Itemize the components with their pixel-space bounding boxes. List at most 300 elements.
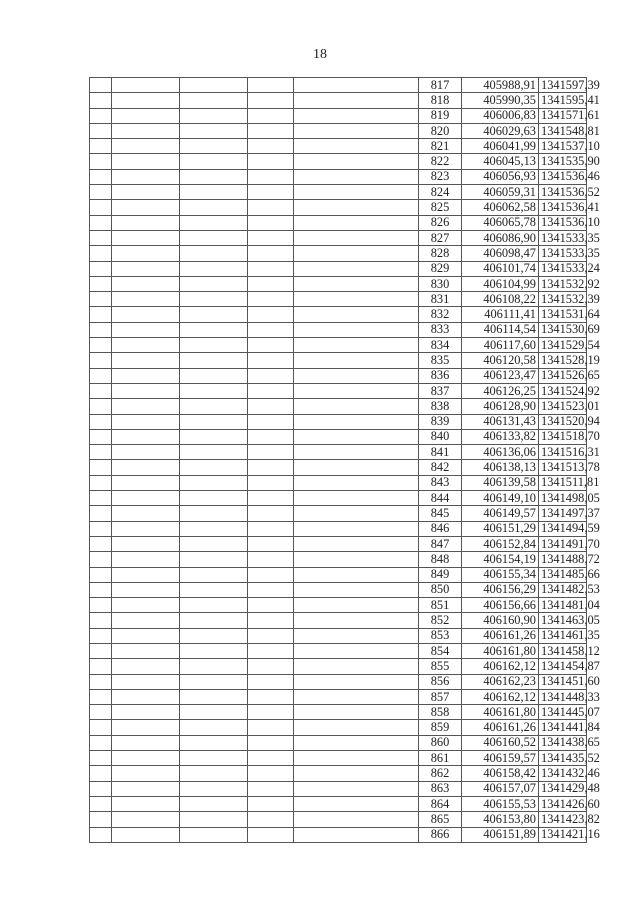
empty-cell [90, 705, 112, 720]
y-coordinate-cell: 1341532,92 [539, 276, 587, 291]
empty-cell [112, 445, 180, 460]
empty-cell [112, 735, 180, 750]
x-coordinate-cell: 406151,89 [462, 827, 539, 842]
empty-cell [248, 643, 294, 658]
empty-cell [112, 215, 180, 230]
table-row [90, 735, 587, 750]
point-number-cell: 864 [419, 796, 462, 811]
empty-cell [112, 383, 180, 398]
table-row [90, 108, 587, 123]
empty-cell [112, 460, 180, 475]
empty-cell [112, 613, 180, 628]
empty-cell [294, 582, 419, 597]
y-coordinate-cell: 1341426,60 [539, 796, 587, 811]
x-coordinate-cell: 406139,58 [462, 475, 539, 490]
empty-cell [112, 322, 180, 337]
empty-cell [248, 368, 294, 383]
x-coordinate-cell: 406159,57 [462, 751, 539, 766]
point-number-cell: 825 [419, 200, 462, 215]
y-coordinate-cell: 1341536,10 [539, 215, 587, 230]
x-coordinate-cell: 406156,66 [462, 598, 539, 613]
point-number-cell: 846 [419, 521, 462, 536]
x-coordinate-cell: 406123,47 [462, 368, 539, 383]
empty-cell [248, 215, 294, 230]
x-coordinate-cell: 406155,53 [462, 796, 539, 811]
x-coordinate-cell: 406128,90 [462, 399, 539, 414]
point-number-cell: 843 [419, 475, 462, 490]
empty-cell [180, 261, 248, 276]
empty-cell [248, 674, 294, 689]
empty-cell [90, 582, 112, 597]
empty-cell [112, 230, 180, 245]
empty-cell [180, 154, 248, 169]
table-row [90, 261, 587, 276]
table-row [90, 674, 587, 689]
empty-cell [294, 598, 419, 613]
empty-cell [90, 169, 112, 184]
empty-cell [112, 246, 180, 261]
empty-cell [180, 751, 248, 766]
empty-cell [180, 230, 248, 245]
point-number-cell: 821 [419, 139, 462, 154]
table-row [90, 460, 587, 475]
point-number-cell: 857 [419, 689, 462, 704]
empty-cell [294, 368, 419, 383]
empty-cell [112, 139, 180, 154]
empty-cell [294, 108, 419, 123]
empty-cell [180, 353, 248, 368]
empty-cell [294, 674, 419, 689]
empty-cell [248, 689, 294, 704]
x-coordinate-cell: 406149,57 [462, 506, 539, 521]
table-row [90, 705, 587, 720]
x-coordinate-cell: 406126,25 [462, 383, 539, 398]
empty-cell [248, 827, 294, 842]
empty-cell [90, 766, 112, 781]
empty-cell [112, 552, 180, 567]
x-coordinate-cell: 406041,99 [462, 139, 539, 154]
y-coordinate-cell: 1341535,90 [539, 154, 587, 169]
empty-cell [248, 139, 294, 154]
empty-cell [248, 353, 294, 368]
y-coordinate-cell: 1341463,05 [539, 613, 587, 628]
point-number-cell: 849 [419, 567, 462, 582]
table-row [90, 720, 587, 735]
point-number-cell: 827 [419, 230, 462, 245]
point-number-cell: 851 [419, 598, 462, 613]
empty-cell [90, 292, 112, 307]
empty-cell [90, 93, 112, 108]
empty-cell [294, 735, 419, 750]
table-row [90, 185, 587, 200]
empty-cell [248, 445, 294, 460]
x-coordinate-cell: 406158,42 [462, 766, 539, 781]
y-coordinate-cell: 1341423,82 [539, 812, 587, 827]
empty-cell [180, 307, 248, 322]
table-row [90, 399, 587, 414]
empty-cell [180, 169, 248, 184]
y-coordinate-cell: 1341481,04 [539, 598, 587, 613]
y-coordinate-cell: 1341494,59 [539, 521, 587, 536]
table-row [90, 139, 587, 154]
empty-cell [248, 93, 294, 108]
empty-cell [90, 399, 112, 414]
empty-cell [248, 399, 294, 414]
empty-cell [248, 613, 294, 628]
y-coordinate-cell: 1341421,16 [539, 827, 587, 842]
table-row [90, 643, 587, 658]
x-coordinate-cell: 406056,93 [462, 169, 539, 184]
x-coordinate-cell: 406160,90 [462, 613, 539, 628]
empty-cell [294, 567, 419, 582]
empty-cell [90, 261, 112, 276]
empty-cell [180, 78, 248, 93]
empty-cell [112, 751, 180, 766]
empty-cell [90, 567, 112, 582]
x-coordinate-cell: 406156,29 [462, 582, 539, 597]
point-number-cell: 847 [419, 536, 462, 551]
table-row [90, 292, 587, 307]
point-number-cell: 860 [419, 735, 462, 750]
empty-cell [248, 582, 294, 597]
empty-cell [180, 491, 248, 506]
y-coordinate-cell: 1341536,41 [539, 200, 587, 215]
empty-cell [248, 460, 294, 475]
table-row [90, 200, 587, 215]
empty-cell [294, 536, 419, 551]
x-coordinate-cell: 406162,12 [462, 659, 539, 674]
empty-cell [112, 536, 180, 551]
table-row [90, 613, 587, 628]
empty-cell [90, 414, 112, 429]
empty-cell [180, 414, 248, 429]
empty-cell [294, 261, 419, 276]
y-coordinate-cell: 1341511,81 [539, 475, 587, 490]
empty-cell [248, 475, 294, 490]
empty-cell [90, 643, 112, 658]
table-row [90, 322, 587, 337]
empty-cell [248, 552, 294, 567]
point-number-cell: 839 [419, 414, 462, 429]
empty-cell [180, 215, 248, 230]
empty-cell [90, 674, 112, 689]
empty-cell [90, 368, 112, 383]
empty-cell [294, 552, 419, 567]
point-number-cell: 855 [419, 659, 462, 674]
y-coordinate-cell: 1341524,92 [539, 383, 587, 398]
empty-cell [180, 552, 248, 567]
point-number-cell: 838 [419, 399, 462, 414]
table-row [90, 827, 587, 842]
empty-cell [294, 521, 419, 536]
empty-cell [294, 445, 419, 460]
empty-cell [248, 521, 294, 536]
point-number-cell: 826 [419, 215, 462, 230]
empty-cell [294, 169, 419, 184]
empty-cell [294, 720, 419, 735]
x-coordinate-cell: 406136,06 [462, 445, 539, 460]
x-coordinate-cell: 406152,84 [462, 536, 539, 551]
y-coordinate-cell: 1341458,12 [539, 643, 587, 658]
empty-cell [180, 567, 248, 582]
empty-cell [180, 123, 248, 138]
table-row [90, 414, 587, 429]
empty-cell [90, 827, 112, 842]
y-coordinate-cell: 1341448,33 [539, 689, 587, 704]
table-row [90, 689, 587, 704]
empty-cell [180, 643, 248, 658]
empty-cell [112, 506, 180, 521]
table-row [90, 751, 587, 766]
empty-cell [180, 322, 248, 337]
empty-cell [294, 751, 419, 766]
empty-cell [112, 123, 180, 138]
empty-cell [90, 200, 112, 215]
y-coordinate-cell: 1341518,70 [539, 429, 587, 444]
y-coordinate-cell: 1341454,87 [539, 659, 587, 674]
y-coordinate-cell: 1341531,64 [539, 307, 587, 322]
empty-cell [248, 659, 294, 674]
empty-cell [112, 643, 180, 658]
empty-cell [180, 536, 248, 551]
empty-cell [112, 628, 180, 643]
empty-cell [180, 521, 248, 536]
y-coordinate-cell: 1341523,01 [539, 399, 587, 414]
x-coordinate-cell: 406133,82 [462, 429, 539, 444]
table-row [90, 445, 587, 460]
empty-cell [294, 414, 419, 429]
empty-cell [248, 307, 294, 322]
empty-cell [180, 368, 248, 383]
x-coordinate-cell: 406162,23 [462, 674, 539, 689]
empty-cell [112, 567, 180, 582]
empty-cell [248, 200, 294, 215]
empty-cell [112, 338, 180, 353]
empty-cell [294, 429, 419, 444]
point-number-cell: 861 [419, 751, 462, 766]
point-number-cell: 844 [419, 491, 462, 506]
empty-cell [294, 307, 419, 322]
empty-cell [294, 689, 419, 704]
y-coordinate-cell: 1341597,39 [539, 78, 587, 93]
x-coordinate-cell: 406006,83 [462, 108, 539, 123]
x-coordinate-cell: 406114,54 [462, 322, 539, 337]
y-coordinate-cell: 1341533,35 [539, 230, 587, 245]
x-coordinate-cell: 406062,58 [462, 200, 539, 215]
empty-cell [90, 735, 112, 750]
y-coordinate-cell: 1341536,46 [539, 169, 587, 184]
empty-cell [90, 796, 112, 811]
empty-cell [248, 491, 294, 506]
empty-cell [90, 246, 112, 261]
table-row [90, 781, 587, 796]
empty-cell [90, 812, 112, 827]
empty-cell [112, 78, 180, 93]
point-number-cell: 852 [419, 613, 462, 628]
empty-cell [90, 628, 112, 643]
empty-cell [248, 338, 294, 353]
point-number-cell: 848 [419, 552, 462, 567]
table-row [90, 215, 587, 230]
table-row [90, 796, 587, 811]
x-coordinate-cell: 406117,60 [462, 338, 539, 353]
empty-cell [90, 154, 112, 169]
empty-cell [112, 582, 180, 597]
table-row [90, 429, 587, 444]
empty-cell [294, 628, 419, 643]
table-row [90, 552, 587, 567]
empty-cell [112, 475, 180, 490]
x-coordinate-cell: 406131,43 [462, 414, 539, 429]
empty-cell [112, 521, 180, 536]
empty-cell [180, 200, 248, 215]
y-coordinate-cell: 1341488,72 [539, 552, 587, 567]
empty-cell [180, 827, 248, 842]
point-number-cell: 866 [419, 827, 462, 842]
point-number-cell: 830 [419, 276, 462, 291]
x-coordinate-cell: 406149,10 [462, 491, 539, 506]
table-row [90, 628, 587, 643]
empty-cell [112, 689, 180, 704]
empty-cell [248, 628, 294, 643]
empty-cell [112, 261, 180, 276]
y-coordinate-cell: 1341513,78 [539, 460, 587, 475]
point-number-cell: 837 [419, 383, 462, 398]
y-coordinate-cell: 1341537,10 [539, 139, 587, 154]
x-coordinate-cell: 406154,19 [462, 552, 539, 567]
empty-cell [112, 429, 180, 444]
x-coordinate-cell: 406045,13 [462, 154, 539, 169]
empty-cell [90, 506, 112, 521]
empty-cell [294, 123, 419, 138]
y-coordinate-cell: 1341595,41 [539, 93, 587, 108]
empty-cell [180, 613, 248, 628]
point-number-cell: 842 [419, 460, 462, 475]
x-coordinate-cell: 406162,12 [462, 689, 539, 704]
y-coordinate-cell: 1341445,07 [539, 705, 587, 720]
point-number-cell: 817 [419, 78, 462, 93]
y-coordinate-cell: 1341441,84 [539, 720, 587, 735]
empty-cell [248, 812, 294, 827]
empty-cell [294, 399, 419, 414]
empty-cell [112, 353, 180, 368]
y-coordinate-cell: 1341520,94 [539, 414, 587, 429]
x-coordinate-cell: 406153,80 [462, 812, 539, 827]
x-coordinate-cell: 406161,26 [462, 720, 539, 735]
table-row [90, 78, 587, 93]
point-number-cell: 834 [419, 338, 462, 353]
empty-cell [112, 491, 180, 506]
x-coordinate-cell: 406086,90 [462, 230, 539, 245]
empty-cell [180, 460, 248, 475]
empty-cell [294, 506, 419, 521]
empty-cell [294, 200, 419, 215]
x-coordinate-cell: 406161,26 [462, 628, 539, 643]
empty-cell [294, 475, 419, 490]
empty-cell [90, 185, 112, 200]
table-row [90, 230, 587, 245]
empty-cell [248, 246, 294, 261]
empty-cell [90, 491, 112, 506]
empty-cell [294, 796, 419, 811]
empty-cell [248, 322, 294, 337]
x-coordinate-cell: 406104,99 [462, 276, 539, 291]
x-coordinate-cell: 406157,07 [462, 781, 539, 796]
y-coordinate-cell: 1341438,65 [539, 735, 587, 750]
table-row [90, 307, 587, 322]
empty-cell [112, 796, 180, 811]
point-number-cell: 835 [419, 353, 462, 368]
empty-cell [112, 659, 180, 674]
empty-cell [248, 781, 294, 796]
empty-cell [112, 368, 180, 383]
empty-cell [180, 445, 248, 460]
empty-cell [294, 292, 419, 307]
empty-cell [90, 521, 112, 536]
x-coordinate-cell: 405990,35 [462, 93, 539, 108]
point-number-cell: 850 [419, 582, 462, 597]
empty-cell [294, 139, 419, 154]
table-row [90, 368, 587, 383]
empty-cell [180, 628, 248, 643]
empty-cell [180, 383, 248, 398]
table-row [90, 766, 587, 781]
table-row [90, 582, 587, 597]
empty-cell [180, 93, 248, 108]
empty-cell [90, 689, 112, 704]
empty-cell [90, 445, 112, 460]
point-number-cell: 831 [419, 292, 462, 307]
empty-cell [180, 475, 248, 490]
empty-cell [294, 827, 419, 842]
point-number-cell: 833 [419, 322, 462, 337]
empty-cell [248, 567, 294, 582]
empty-cell [180, 429, 248, 444]
empty-cell [294, 643, 419, 658]
empty-cell [180, 766, 248, 781]
table-row [90, 475, 587, 490]
empty-cell [112, 154, 180, 169]
x-coordinate-cell: 406111,41 [462, 307, 539, 322]
x-coordinate-cell: 406059,31 [462, 185, 539, 200]
table-row [90, 506, 587, 521]
empty-cell [294, 353, 419, 368]
empty-cell [90, 123, 112, 138]
empty-cell [90, 475, 112, 490]
y-coordinate-cell: 1341451,60 [539, 674, 587, 689]
table-row [90, 812, 587, 827]
empty-cell [248, 169, 294, 184]
empty-cell [248, 766, 294, 781]
point-number-cell: 863 [419, 781, 462, 796]
x-coordinate-cell: 406161,80 [462, 705, 539, 720]
y-coordinate-cell: 1341532,39 [539, 292, 587, 307]
y-coordinate-cell: 1341536,52 [539, 185, 587, 200]
y-coordinate-cell: 1341530,69 [539, 322, 587, 337]
empty-cell [294, 322, 419, 337]
empty-cell [180, 705, 248, 720]
empty-cell [90, 307, 112, 322]
table-row [90, 93, 587, 108]
table-row [90, 659, 587, 674]
y-coordinate-cell: 1341461,35 [539, 628, 587, 643]
empty-cell [90, 78, 112, 93]
empty-cell [248, 720, 294, 735]
empty-cell [248, 735, 294, 750]
coordinates-table [89, 77, 600, 843]
table-row [90, 154, 587, 169]
point-number-cell: 841 [419, 445, 462, 460]
